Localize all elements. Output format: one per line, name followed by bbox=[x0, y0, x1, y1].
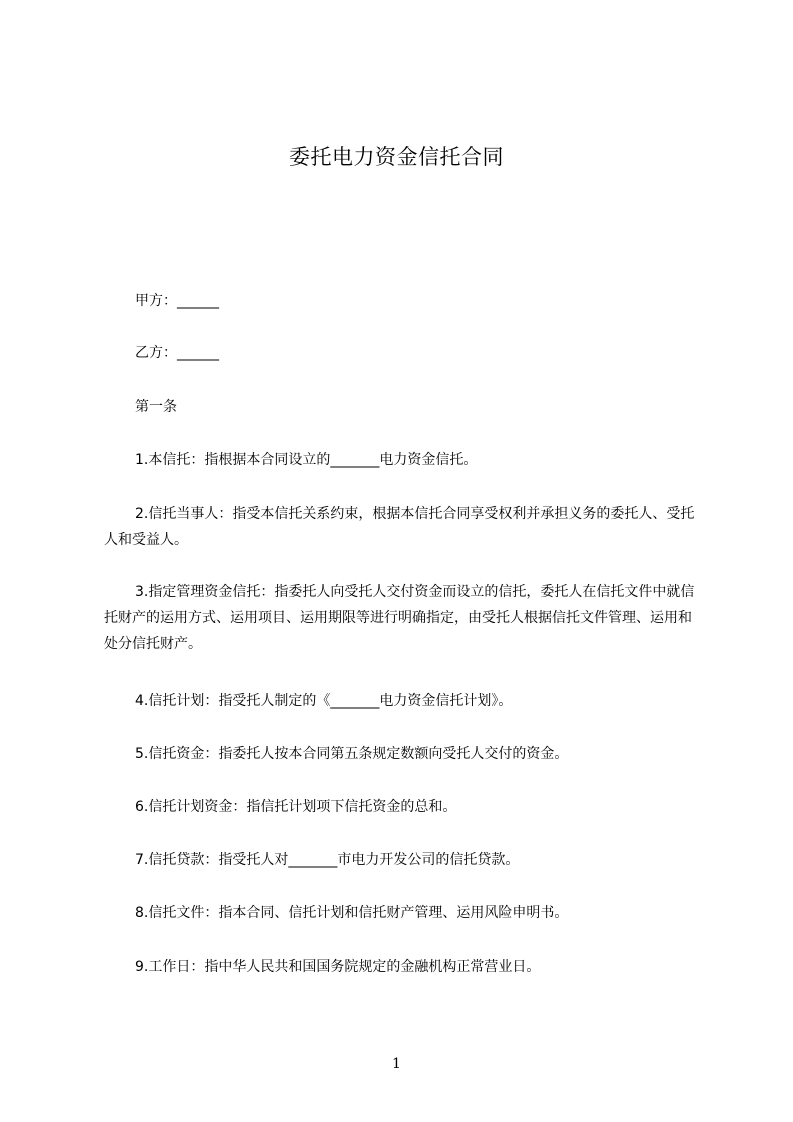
page-number: 1 bbox=[392, 1056, 401, 1072]
clause-3: 3.指定管理资金信托：指委托人向受托人交付资金而设立的信托，委托人在信托文件中就信托财产的运用方式、运用项目、运用期限等进行明确指定，由受托人根据信托文件管理、运用和处分信托财产。 bbox=[104, 584, 695, 652]
clause-4: 4.信托计划：指受托人制定的《_______电力资金信托计划》。 bbox=[135, 693, 513, 709]
clause-9: 9.工作日：指中华人民共和国国务院规定的金融机构正常营业日。 bbox=[135, 959, 541, 975]
article-heading: 第一条 bbox=[135, 399, 177, 415]
party-a-line: 甲方：______ bbox=[135, 293, 219, 309]
clause-5: 5.信托资金：指委托人按本合同第五条规定数额向受托人交付的资金。 bbox=[135, 746, 569, 762]
clause-7: 7.信托贷款：指受托人对_______市电力开发公司的信托贷款。 bbox=[135, 852, 520, 868]
clause-1: 1.本信托：指根据本合同设立的_______电力资金信托。 bbox=[135, 452, 478, 468]
clause-6: 6.信托计划资金：指信托计划项下信托资金的总和。 bbox=[135, 799, 457, 815]
document-title: 委托电力资金信托合同 bbox=[289, 145, 504, 169]
party-b-line: 乙方：______ bbox=[135, 345, 219, 361]
clause-2: 2.信托当事人：指受本信托关系约束，根据本信托合同享受权利并承担义务的委托人、受托人和受益人。 bbox=[104, 506, 695, 548]
clause-8: 8.信托文件：指本合同、信托计划和信托财产管理、运用风险申明书。 bbox=[135, 905, 569, 921]
